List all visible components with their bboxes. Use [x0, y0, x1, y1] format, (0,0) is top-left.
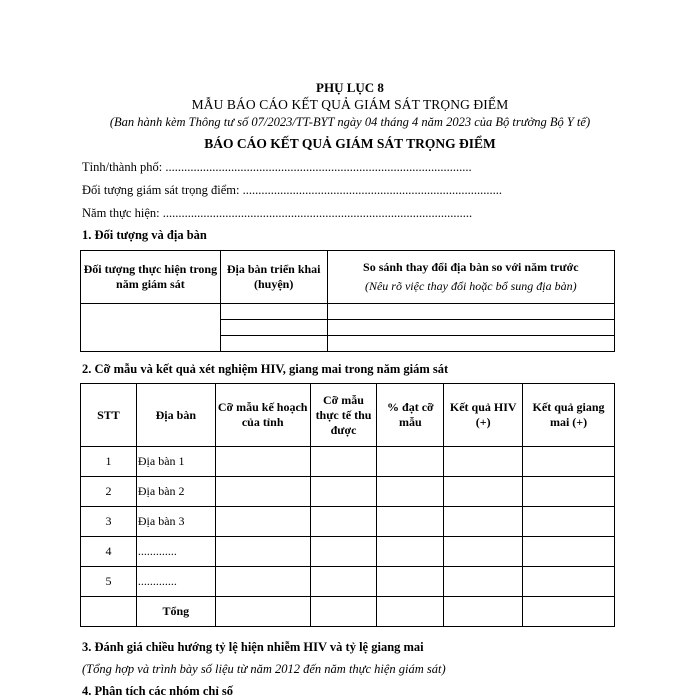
stt-cell: 5: [81, 567, 137, 597]
table-row: [81, 567, 615, 597]
stt-cell: 3: [81, 507, 137, 537]
table-cell: [377, 477, 444, 507]
table-cell: [444, 477, 523, 507]
header-percent: % đạt cỡ mẫu: [377, 384, 444, 447]
table-cell: [81, 597, 137, 627]
section1-title: 1. Đối tượng và địa bàn: [82, 228, 207, 242]
table-cell: [523, 447, 615, 477]
header-stt: STT: [81, 384, 137, 447]
table-cell: [377, 507, 444, 537]
area-cell: Địa bàn 1: [136, 447, 215, 477]
table-total-row: [81, 597, 615, 627]
area-cell: Địa bàn 2: [136, 477, 215, 507]
table-row: [81, 304, 615, 320]
section3-note: (Tổng hợp và trình bày số liệu từ năm 2012 đến năm thực hiện giám sát): [82, 662, 446, 676]
total-label: Tổng: [136, 597, 215, 627]
table-cell: [444, 537, 523, 567]
header-hiv: Kết quả HIV (+): [444, 384, 523, 447]
table-cell: [310, 447, 377, 477]
table-cell: [310, 567, 377, 597]
table-cell: [523, 477, 615, 507]
table-cell: [310, 537, 377, 567]
area-cell: .............: [136, 537, 215, 567]
table-cell: [215, 507, 310, 537]
header-syphilis: Kết quả giang mai (+): [523, 384, 615, 447]
table-header-row: [81, 251, 615, 304]
table-cell: [523, 597, 615, 627]
header-area: Địa bàn: [136, 384, 215, 447]
header-actual-sample: Cỡ mẫu thực tế thu được: [310, 384, 377, 447]
stt-cell: 4: [81, 537, 137, 567]
area-cell: Địa bàn 3: [136, 507, 215, 537]
form-title: MẪU BÁO CÁO KẾT QUẢ GIÁM SÁT TRỌNG ĐIỂM: [191, 97, 509, 112]
header-compare-main: So sánh thay đổi địa bàn so với năm trước: [363, 260, 579, 274]
table-cell: [215, 477, 310, 507]
table-cell: [377, 537, 444, 567]
header-compare: [327, 251, 614, 304]
target-area-table: [80, 250, 615, 352]
table-cell: [327, 320, 614, 336]
issued-note: (Ban hành kèm Thông tư số 07/2023/TT-BYT ngày 04 tháng 4 năm 2023 của Bộ trưởng Bộ Y tế): [109, 115, 591, 129]
table-cell: [444, 597, 523, 627]
table-cell: [377, 597, 444, 627]
table-cell: [215, 597, 310, 627]
table-cell: [215, 447, 310, 477]
table-cell: [220, 336, 327, 352]
stt-cell: 1: [81, 447, 137, 477]
province-field: Tỉnh/thành phố: ..................................................................................................: [82, 160, 472, 174]
area-cell: .............: [136, 567, 215, 597]
target-field: Đối tượng giám sát trọng điểm: ...................................................................................: [82, 183, 502, 197]
section3-title: 3. Đánh giá chiều hướng tỷ lệ hiện nhiễm HIV và tỷ lệ giang mai: [82, 640, 424, 654]
table-cell: [310, 597, 377, 627]
year-field: Năm thực hiện: ...................................................................................................: [82, 206, 473, 220]
table-cell: [310, 477, 377, 507]
table-header-row: [81, 384, 615, 447]
table-row: [81, 447, 615, 477]
table-cell: [215, 537, 310, 567]
section4-title: 4. Phân tích các nhóm chỉ số: [82, 684, 234, 698]
header-area: Địa bàn triển khai (huyện): [220, 251, 327, 304]
table-cell: [310, 507, 377, 537]
table-cell: [523, 537, 615, 567]
stt-cell: 2: [81, 477, 137, 507]
table-cell: [220, 304, 327, 320]
table-cell: [377, 447, 444, 477]
table-cell: [377, 567, 444, 597]
table-cell: [444, 447, 523, 477]
table-cell: [523, 567, 615, 597]
table-cell: [215, 567, 310, 597]
sample-results-table: [80, 383, 615, 627]
table-cell: [220, 320, 327, 336]
header-compare-note: (Nêu rõ việc thay đổi hoặc bổ sung địa bàn): [364, 279, 577, 293]
header-planned-sample: Cỡ mẫu kế hoạch của tỉnh: [215, 384, 310, 447]
table-row: [81, 507, 615, 537]
table-cell: [327, 304, 614, 320]
header-target: Đối tượng thực hiện trong năm giám sát: [81, 251, 221, 304]
table-cell: [81, 304, 221, 352]
table-cell: [444, 567, 523, 597]
table-row: [81, 537, 615, 567]
table-cell: [327, 336, 614, 352]
table-cell: [444, 507, 523, 537]
table-row: [81, 477, 615, 507]
section2-title: 2. Cỡ mẫu và kết quả xét nghiệm HIV, giang mai trong năm giám sát: [82, 362, 449, 376]
report-title: BÁO CÁO KẾT QUẢ GIÁM SÁT TRỌNG ĐIỂM: [204, 136, 496, 151]
table-cell: [523, 507, 615, 537]
appendix-label: PHỤ LỤC 8: [316, 80, 384, 95]
